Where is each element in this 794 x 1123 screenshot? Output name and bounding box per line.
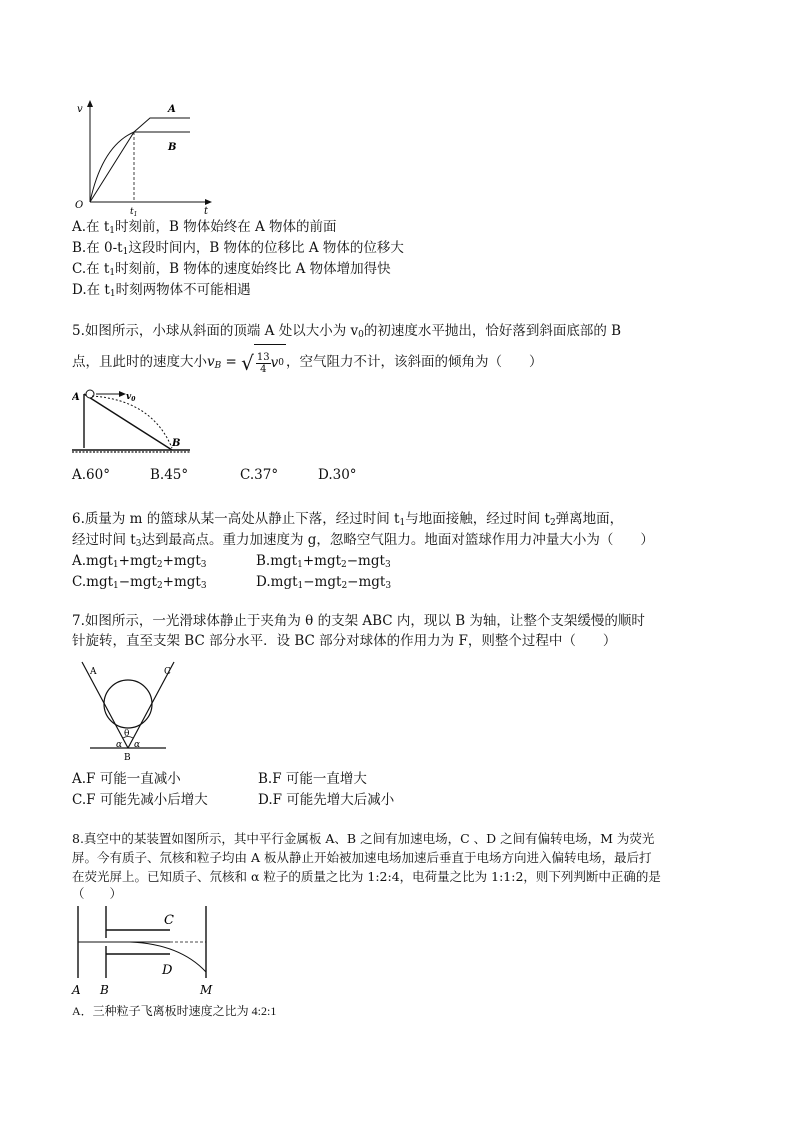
q5-ball [86,390,94,398]
q8-stem-line1: 8.真空中的某装置如图所示，其中平行金属板 A、B 之间有加速电场，C 、D 之间有偏转电场，M 为荧光 [72,831,655,846]
q4-a-label: A [168,104,176,115]
q5-incline-figure [72,388,192,456]
q7-label-alpha-right: α [134,740,141,750]
q5-trajectory [92,396,172,448]
q6-option-a: A.mgt$_1$+mgt$_2$+mgt$_3$ [72,553,207,570]
q8-option-a: A．三种粒子飞离板时速度之比为 4:2:1 [72,1004,277,1018]
q7-support-figure [76,656,186,764]
q5-slope [84,394,172,450]
q6-option-b: B.mgt$_1$+mgt$_2$−mgt$_3$ [256,553,391,570]
q8-label-a: A [72,983,81,997]
q7-stem-line2: 针旋转，直至支架 BC 部分水平．设 BC 部分对球体的作用力为 F，则整个过程中（ ） [72,633,617,649]
q6-option-c: C.mgt$_1$−mgt$_2$+mgt$_3$ [72,574,207,591]
q5-sqrt-formula: √ $\frac{13}{4}$ v 0 [241,344,286,381]
q8-stem-line4: （ ） [72,886,123,901]
q5-stem-line2: 点，且此时的速度大小$v_B$ = √ $\frac{13}{4}$ v 0 ，空气阻力不计，该斜面的倾角为（ ） [72,344,543,384]
q4-vt-graph [72,98,222,216]
q7-label-b: B [124,753,131,763]
q4-t-arrow [205,199,212,205]
q5-label-b: B [172,438,181,449]
q4-v-arrow [87,100,93,107]
q5-label-a: A [72,392,80,403]
q7-option-c: C.F 可能先减小后增大 [72,792,208,808]
q4-t1-label: $t_1$ [130,207,138,216]
q6-stem-line1: 6.质量为 m 的篮球从某一高处从静止下落，经过时间 $t_1$与地面接触，经过时间 $t_2$弹离地面， [72,511,624,528]
q4-option-a: A.在 $t_1$时刻前，B 物体始终在 A 物体的前面 [72,219,337,236]
q7-label-theta: θ [124,729,130,739]
q5-label-v0: $v_0$ [126,392,136,403]
q7-option-b: B.F 可能一直增大 [258,771,367,787]
q4-b-label: B [168,142,177,153]
q5-option-a: A.60° [72,467,110,483]
q5-option-b: B.45° [150,467,189,483]
q6-stem-line2: 经过时间 $t_3$达到最高点。重力加速度为 g，忽略空气阻力。地面对篮球作用力冲量大小为（ ） [72,532,654,549]
q8-stem-line2: 屏。今有质子、氘核和粒子均由 A 板从静止开始被加速电场加速后垂直于电场方向进入偏转电场，最后打 [72,850,652,865]
q7-label-alpha-left: α [116,740,123,750]
q7-option-a: A.F 可能一直减小 [72,771,181,787]
q4-option-b: B.在 $0-t_1$这段时间内，B 物体的位移比 A 物体的位移大 [72,240,404,257]
q7-stem-line1: 7.如图所示，一光滑球体静止于夹角为 θ 的支架 ABC 内，现以 B 为轴，让整个支架缓慢的顺时 [72,613,645,629]
q5-stem-line1: 5.如图所示，小球从斜面的顶端 A 处以大小为 $v_0$的初速度水平抛出，恰好落到斜面底部的 B [72,323,622,340]
q7-arm-ba [82,662,128,748]
q7-sphere [104,680,152,728]
q8-label-c: C [164,913,174,928]
q4-t-label: t [204,206,209,216]
q4-option-d: D.在 $t_1$时刻两物体不可能相遇 [72,282,251,299]
q8-apparatus-figure [70,902,220,998]
q8-label-m: M [200,983,213,997]
q8-stem-line3: 在荧光屏上。已知质子、氘核和 α 粒子的质量之比为 1:2:4，电荷量之比为 1:1:2，则下列判断中正确的是 [72,869,661,884]
q7-label-c: C [164,667,171,677]
q8-label-d: D [162,963,173,978]
q7-label-a: A [90,667,97,677]
q4-o-label: O [75,200,84,211]
q5-option-c: C.37° [240,467,279,483]
q4-v-label: v [77,104,83,115]
q8-label-b: B [100,983,109,997]
q7-option-d: D.F 可能先增大后减小 [258,792,395,808]
q5-option-d: D.30° [318,467,357,483]
q6-option-d: D.mgt$_1$−mgt$_2$−mgt$_3$ [256,574,392,591]
q4-option-c: C.在 $t_1$时刻前，B 物体的速度始终比 A 物体增加得快 [72,261,391,278]
